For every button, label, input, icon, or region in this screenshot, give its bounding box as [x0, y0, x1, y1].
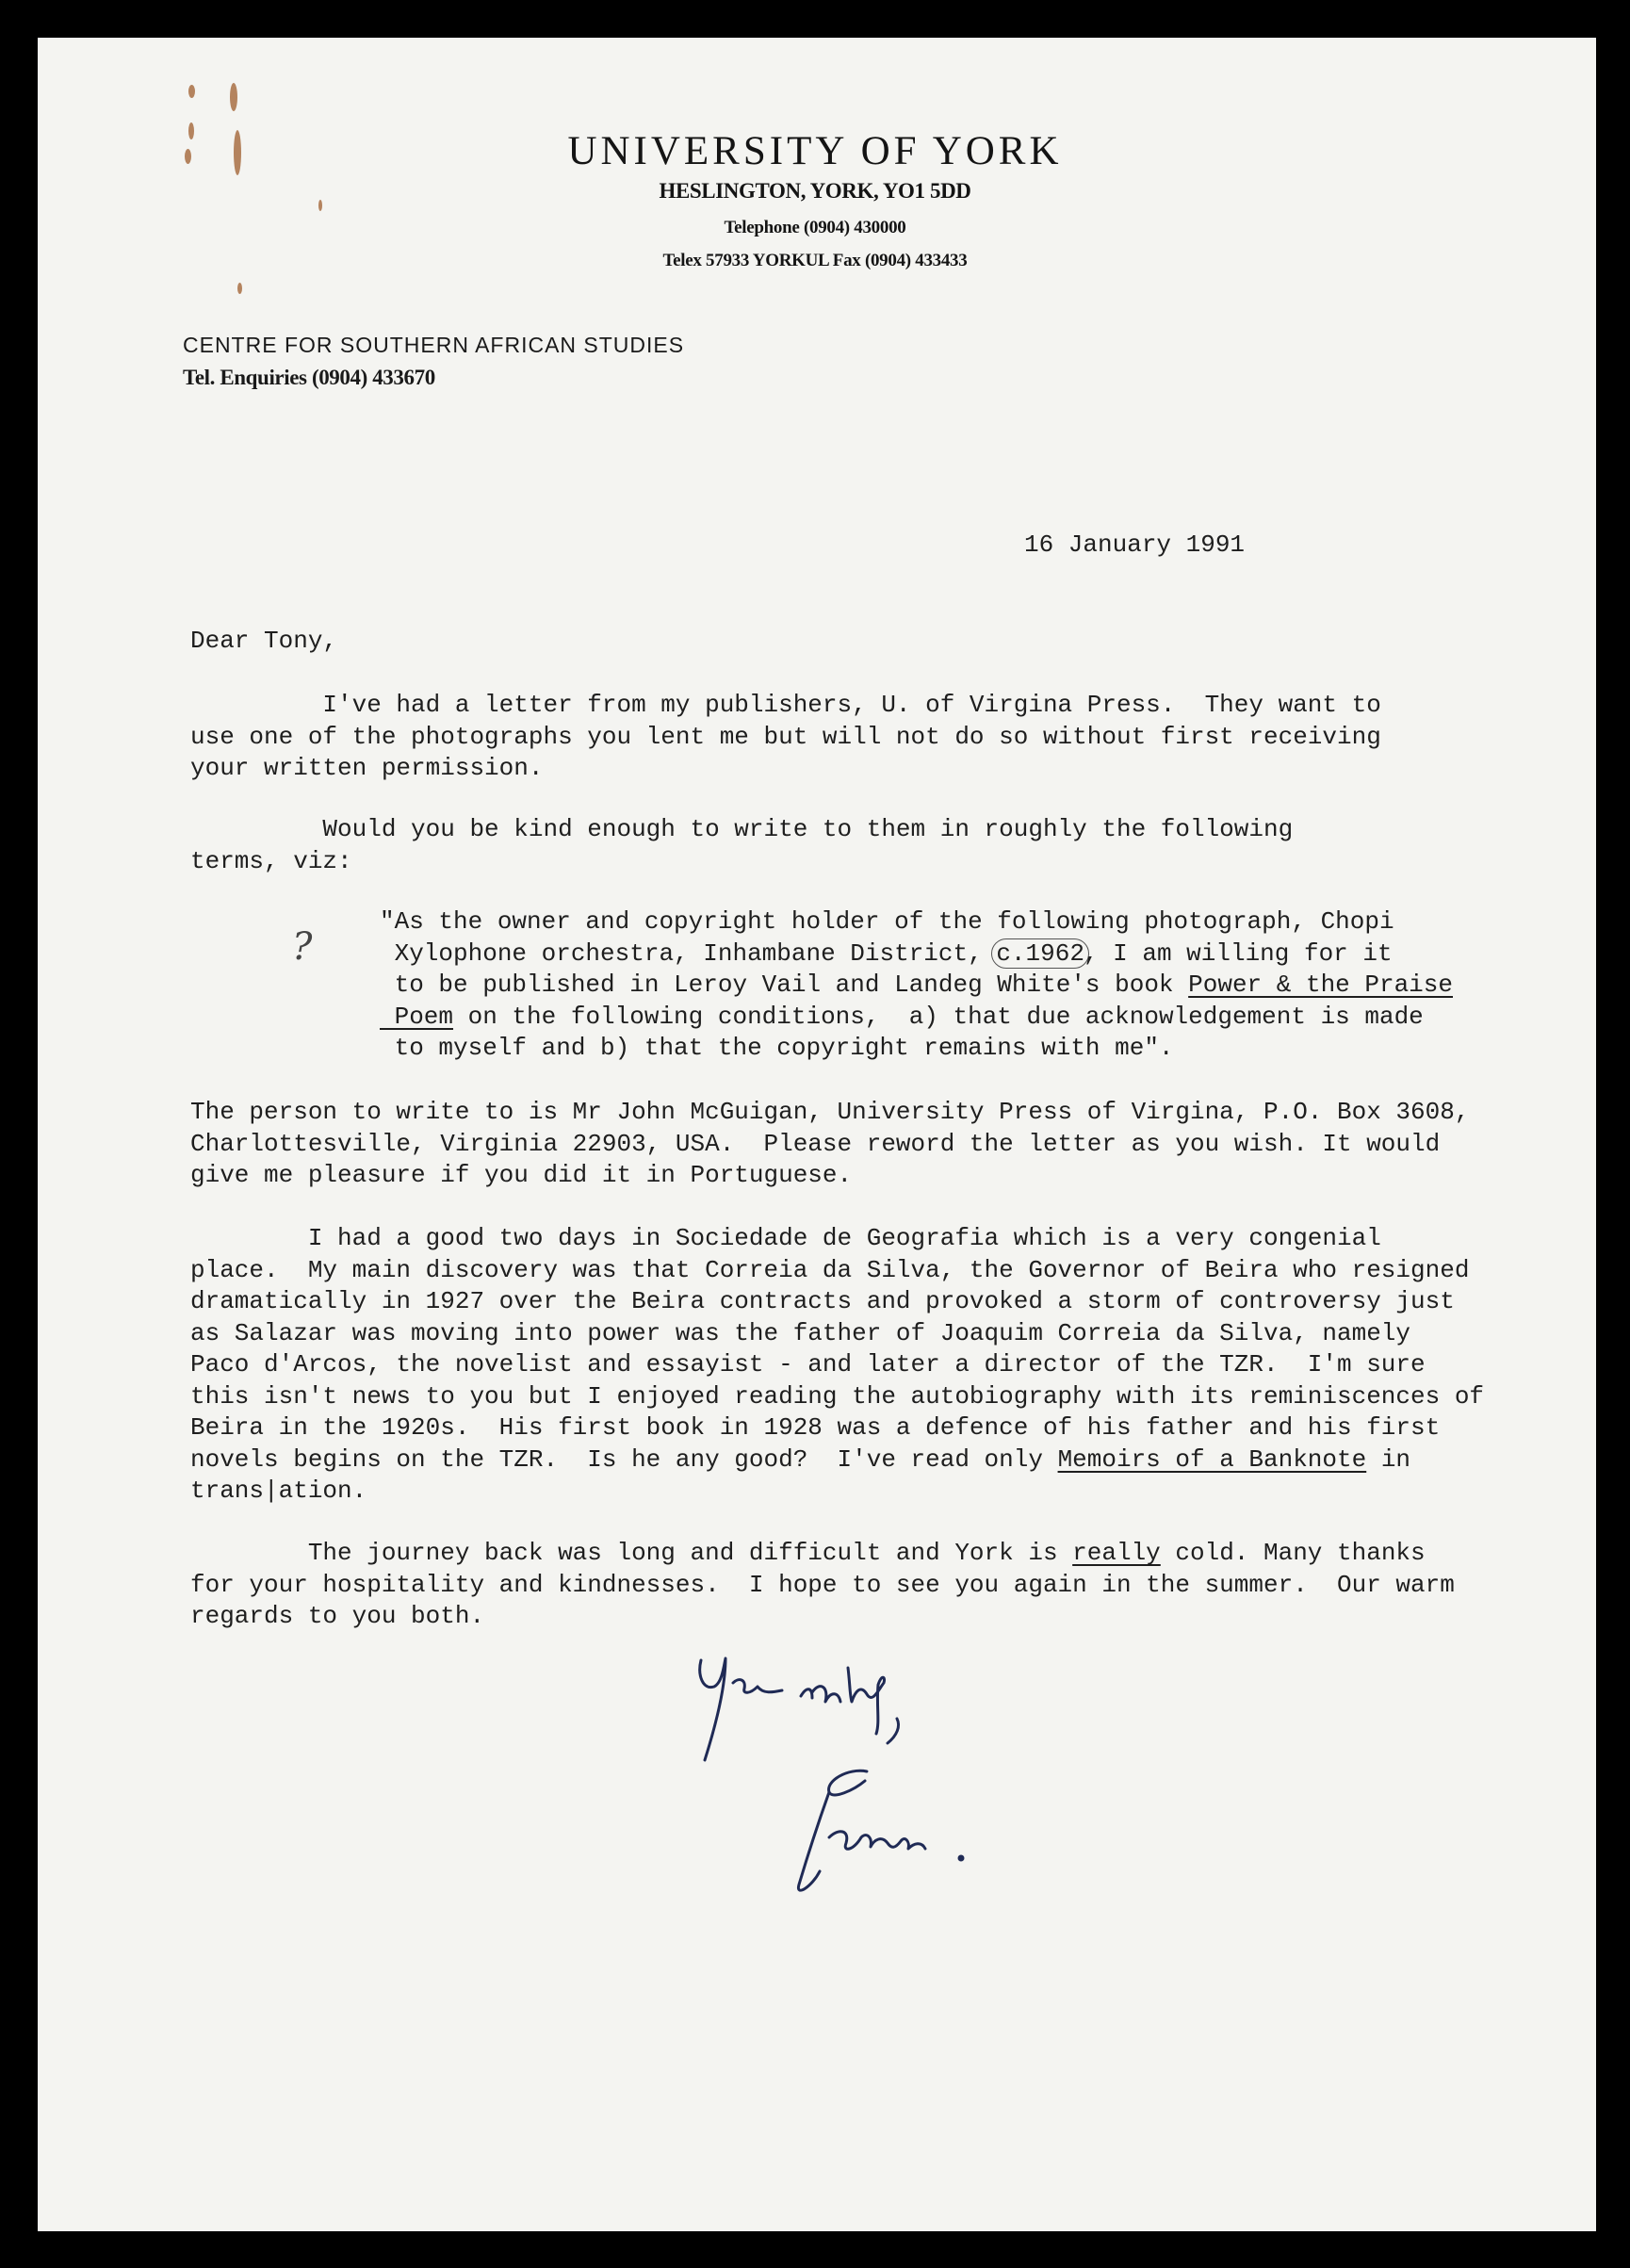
paragraph-line: place. My main discovery was that Correia da Silva, the Governor of Beira who resigned: [190, 1255, 1470, 1284]
quote-line: "As the owner and copyright holder of the following photograph, Chopi: [380, 907, 1394, 936]
department-name: CENTRE FOR SOUTHERN AFRICAN STUDIES: [183, 333, 685, 357]
quote-line: [380, 1002, 1453, 1034]
quote-text: on the following conditions, a) that due acknowledgement is made: [453, 1002, 1424, 1031]
paragraph-line: The person to write to is Mr John McGuigan, University Press of Virgina, P.O. Box 3608,: [190, 1098, 1470, 1126]
book-title-continued: Poem: [380, 1002, 454, 1031]
rust-stain: [188, 85, 195, 98]
paragraph-line: regards to you both.: [190, 1602, 485, 1630]
book-title: Power & the Praise: [1188, 971, 1453, 999]
quote-text: , I am willing for it: [1083, 938, 1393, 968]
paragraph-text: in: [1366, 1444, 1411, 1474]
letterhead-telex-fax: Telex 57933 YORKUL Fax (0904) 433433: [662, 251, 968, 270]
letterhead-institution: UNIVERSITY OF YORK: [567, 129, 1063, 173]
paragraph-line: [190, 1444, 1484, 1477]
rust-stain: [230, 83, 237, 111]
emphasized-word: really: [1072, 1539, 1161, 1567]
paragraph-line: I had a good two days in Sociedade de Geografia which is a very congenial: [190, 1224, 1381, 1252]
paragraph-line: give me pleasure if you did it in Portuguese.: [190, 1161, 853, 1189]
paragraph-text: novels begins on the TZR. Is he any good? I've read only: [190, 1444, 1058, 1474]
paragraph-line: [190, 1538, 1455, 1570]
quote-line: [380, 938, 1453, 971]
paragraph-line: Charlottesville, Virginia 22903, USA. Please reword the letter as you wish. It would: [190, 1129, 1441, 1158]
letterhead-telephone: Telephone (0904) 430000: [724, 218, 906, 237]
book-title: Memoirs of a Banknote: [1057, 1444, 1367, 1474]
quote-text: to be published in Leroy Vail and Landeg White's book: [380, 971, 1189, 999]
quote-line: to myself and b) that the copyright remains with me".: [380, 1034, 1174, 1062]
letter-date: 16 January 1991: [1024, 530, 1246, 559]
paragraph-line: dramatically in 1927 over the Beira contracts and provoked a storm of controversy just: [190, 1287, 1455, 1315]
paragraph-line: Beira in the 1920s. His first book in 1928 was a defence of his father and his first: [190, 1413, 1441, 1442]
paragraph-text: cold. Many thanks: [1160, 1539, 1426, 1567]
paragraph-line: Would you be kind enough to write to them in roughly the following: [190, 815, 1294, 843]
paragraph-line: your written permission.: [190, 754, 544, 782]
department-telephone: Tel. Enquiries (0904) 433670: [183, 366, 435, 389]
salutation: Dear Tony,: [190, 627, 338, 655]
paragraph-4: [190, 1223, 1484, 1508]
paragraph-2: [190, 814, 1293, 877]
handwritten-signature: [688, 1649, 1027, 1932]
quote-text: Xylophone orchestra, Inhambane District,: [380, 938, 998, 968]
paragraph-line: I've had a letter from my publishers, U. of Virgina Press. They want to: [190, 691, 1381, 719]
paragraph-line: as Salazar was moving into power was the father of Joaquim Correia da Silva, namely: [190, 1318, 1411, 1347]
paragraph-line: Paco d'Arcos, the novelist and essayist - and later a director of the TZR. I'm sure: [190, 1350, 1426, 1379]
paragraph-line: use one of the photographs you lent me but will not do so without first receiving: [190, 722, 1381, 751]
paragraph-line: this isn't news to you but I enjoyed reading the autobiography with its reminiscences of: [190, 1381, 1485, 1411]
paragraph-line: terms, viz:: [190, 846, 352, 875]
margin-question-mark: ?: [292, 925, 313, 969]
paragraph-line: trans|ation.: [190, 1477, 367, 1505]
paragraph-1: [190, 690, 1381, 785]
paragraph-line: for your hospitality and kindnesses. I hope to see you again in the summer. Our warm: [190, 1570, 1455, 1599]
quote-line: [380, 970, 1453, 1002]
paragraph-text: The journey back was long and difficult and York is: [190, 1539, 1073, 1567]
letterhead-address: HESLINGTON, YORK, YO1 5DD: [659, 179, 971, 203]
rust-stain: [237, 283, 242, 294]
paragraph-3: [190, 1097, 1469, 1192]
quoted-permission-text: [380, 906, 1453, 1065]
circled-date: c.1962: [991, 938, 1089, 969]
paragraph-5: [190, 1538, 1455, 1633]
